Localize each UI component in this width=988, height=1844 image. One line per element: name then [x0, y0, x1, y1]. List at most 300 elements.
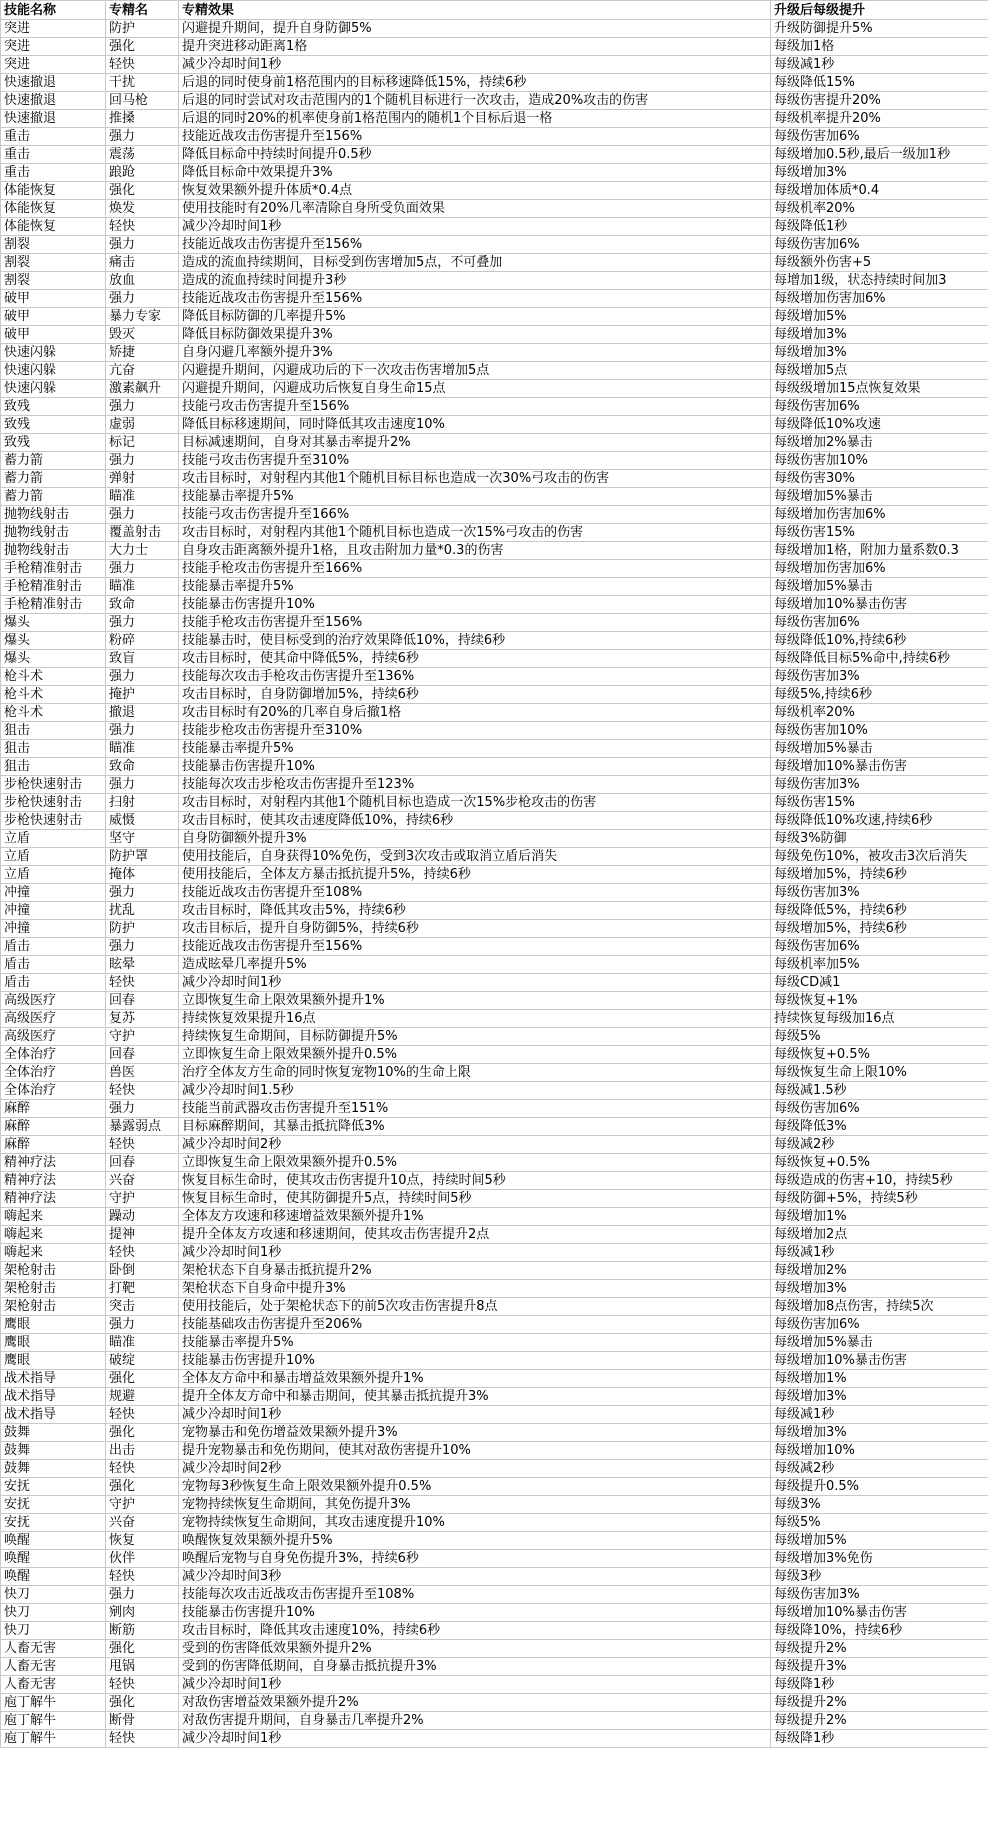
table-row — [1, 1568, 988, 1586]
table-row — [1, 308, 988, 326]
specialization-name-cell: 强力 — [106, 776, 179, 794]
table-row — [1, 470, 988, 488]
specialization-effect-cell: 唤醒后宠物与自身免伤提升3%，持续6秒 — [179, 1550, 771, 1568]
upgrade-per-level-cell: 每级提升2% — [771, 1712, 988, 1730]
table-row — [1, 200, 988, 218]
upgrade-per-level-cell: 每级增加2%暴击 — [771, 434, 988, 452]
specialization-effect-cell: 立即恢复生命上限效果额外提升0.5% — [179, 1046, 771, 1064]
table-row — [1, 1640, 988, 1658]
specialization-effect-cell: 目标麻醉期间，其暴击抵抗降低3% — [179, 1118, 771, 1136]
upgrade-per-level-cell: 每级恢复+0.5% — [771, 1154, 988, 1172]
table-row — [1, 632, 988, 650]
specialization-effect-cell: 对敌伤害提升期间，自身暴击几率提升2% — [179, 1712, 771, 1730]
specialization-effect-cell: 减少冷却时间1秒 — [179, 218, 771, 236]
upgrade-per-level-cell: 每级增加3% — [771, 1388, 988, 1406]
skill-name-cell: 狙击 — [1, 740, 106, 758]
specialization-name-cell: 回马枪 — [106, 92, 179, 110]
specialization-effect-cell: 技能暴击伤害提升10% — [179, 596, 771, 614]
upgrade-per-level-cell: 每级伤害15% — [771, 794, 988, 812]
specialization-effect-cell: 降低目标命中效果提升3% — [179, 164, 771, 182]
upgrade-per-level-cell: 每级伤害加6% — [771, 398, 988, 416]
upgrade-per-level-cell: 每级增加伤害加6% — [771, 290, 988, 308]
upgrade-per-level-cell: 每级5%,持续6秒 — [771, 686, 988, 704]
table-row — [1, 1532, 988, 1550]
table-row — [1, 1352, 988, 1370]
upgrade-per-level-cell: 每级降低10%攻速,持续6秒 — [771, 812, 988, 830]
specialization-name-cell: 断筋 — [106, 1622, 179, 1640]
table-row — [1, 218, 988, 236]
skill-name-cell: 高级医疗 — [1, 992, 106, 1010]
specialization-effect-cell: 技能弓攻击伤害提升至310% — [179, 452, 771, 470]
upgrade-per-level-cell: 每级减1.5秒 — [771, 1082, 988, 1100]
upgrade-per-level-cell: 每级伤害加3% — [771, 1586, 988, 1604]
upgrade-per-level-cell: 每级降1秒 — [771, 1730, 988, 1748]
table-row — [1, 326, 988, 344]
header-skill-name: 技能名称 — [1, 1, 106, 20]
table-row — [1, 794, 988, 812]
skill-name-cell: 人畜无害 — [1, 1676, 106, 1694]
skill-name-cell: 精神疗法 — [1, 1154, 106, 1172]
specialization-name-cell: 强化 — [106, 1694, 179, 1712]
table-row — [1, 182, 988, 200]
skill-name-cell: 安抚 — [1, 1514, 106, 1532]
table-row — [1, 38, 988, 56]
skill-name-cell: 步枪快速射击 — [1, 812, 106, 830]
table-row — [1, 1262, 988, 1280]
upgrade-per-level-cell: 每级加1格 — [771, 38, 988, 56]
specialization-name-cell: 伙伴 — [106, 1550, 179, 1568]
specialization-name-cell: 瞄准 — [106, 578, 179, 596]
table-row — [1, 74, 988, 92]
skill-name-cell: 全体治疗 — [1, 1064, 106, 1082]
upgrade-per-level-cell: 每级伤害加10% — [771, 452, 988, 470]
upgrade-per-level-cell: 每级伤害加6% — [771, 1100, 988, 1118]
upgrade-per-level-cell: 每级伤害加6% — [771, 614, 988, 632]
table-row — [1, 1676, 988, 1694]
skill-name-cell: 重击 — [1, 128, 106, 146]
specialization-name-cell: 掩体 — [106, 866, 179, 884]
upgrade-per-level-cell: 每级增加5%暴击 — [771, 488, 988, 506]
upgrade-per-level-cell: 每级增加10%暴击伤害 — [771, 1604, 988, 1622]
table-row — [1, 848, 988, 866]
table-row — [1, 1694, 988, 1712]
specialization-name-cell: 恢复 — [106, 1532, 179, 1550]
specialization-name-cell: 强化 — [106, 1424, 179, 1442]
specialization-effect-cell: 减少冷却时间1秒 — [179, 974, 771, 992]
specialization-effect-cell: 造成的流血持续期间，目标受到伤害增加5点，不可叠加 — [179, 254, 771, 272]
skill-name-cell: 立盾 — [1, 866, 106, 884]
table-row — [1, 1100, 988, 1118]
skill-name-cell: 唤醒 — [1, 1568, 106, 1586]
specialization-name-cell: 焕发 — [106, 200, 179, 218]
upgrade-per-level-cell: 每级伤害15% — [771, 524, 988, 542]
table-row — [1, 146, 988, 164]
upgrade-per-level-cell: 每级增加1格，附加力量系数0.3 — [771, 542, 988, 560]
skill-name-cell: 庖丁解牛 — [1, 1730, 106, 1748]
specialization-name-cell: 轻快 — [106, 1406, 179, 1424]
specialization-effect-cell: 攻击目标时，对射程内其他1个随机目标也造成一次15%弓攻击的伤害 — [179, 524, 771, 542]
specialization-name-cell: 轻快 — [106, 1676, 179, 1694]
specialization-name-cell: 剜肉 — [106, 1604, 179, 1622]
specialization-effect-cell: 减少冷却时间1秒 — [179, 56, 771, 74]
specialization-effect-cell: 减少冷却时间1秒 — [179, 1244, 771, 1262]
skill-name-cell: 快速撤退 — [1, 92, 106, 110]
header-per-level-upgrade: 升级后每级提升 — [771, 1, 988, 20]
specialization-name-cell: 防护 — [106, 920, 179, 938]
specialization-name-cell: 强力 — [106, 290, 179, 308]
specialization-effect-cell: 攻击目标时，降低其攻击5%，持续6秒 — [179, 902, 771, 920]
table-row — [1, 1316, 988, 1334]
specialization-name-cell: 亢奋 — [106, 362, 179, 380]
specialization-effect-cell: 技能暴击率提升5% — [179, 488, 771, 506]
specialization-effect-cell: 技能近战攻击伤害提升至156% — [179, 128, 771, 146]
upgrade-per-level-cell: 每级伤害30% — [771, 470, 988, 488]
skill-name-cell: 步枪快速射击 — [1, 794, 106, 812]
skill-name-cell: 安抚 — [1, 1478, 106, 1496]
skill-name-cell: 体能恢复 — [1, 182, 106, 200]
skill-name-cell: 冲撞 — [1, 920, 106, 938]
table-row — [1, 1172, 988, 1190]
skill-name-cell: 手枪精准射击 — [1, 578, 106, 596]
skill-name-cell: 爆头 — [1, 632, 106, 650]
skill-name-cell: 爆头 — [1, 650, 106, 668]
skill-name-cell: 架枪射击 — [1, 1262, 106, 1280]
specialization-effect-cell: 后退的同时尝试对攻击范围内的1个随机目标进行一次攻击，造成20%攻击的伤害 — [179, 92, 771, 110]
upgrade-per-level-cell: 每级增加5%暴击 — [771, 740, 988, 758]
specialization-effect-cell: 恢复效果额外提升体质*0.4点 — [179, 182, 771, 200]
specialization-effect-cell: 技能近战攻击伤害提升至156% — [179, 290, 771, 308]
skill-name-cell: 抛物线射击 — [1, 524, 106, 542]
table-row — [1, 272, 988, 290]
specialization-effect-cell: 闪避提升期间，闪避成功后的下一次攻击伤害增加5点 — [179, 362, 771, 380]
table-row — [1, 812, 988, 830]
skill-name-cell: 快速闪躲 — [1, 344, 106, 362]
table-row — [1, 1406, 988, 1424]
specialization-name-cell: 突击 — [106, 1298, 179, 1316]
header-specialization-name: 专精名 — [106, 1, 179, 20]
table-row — [1, 1604, 988, 1622]
specialization-effect-cell: 技能暴击率提升5% — [179, 740, 771, 758]
specialization-effect-cell: 全体友方命中和暴击增益效果额外提升1% — [179, 1370, 771, 1388]
specialization-effect-cell: 受到的伤害降低期间，自身暴击抵抗提升3% — [179, 1658, 771, 1676]
specialization-effect-cell: 自身闪避几率额外提升3% — [179, 344, 771, 362]
specialization-name-cell: 守护 — [106, 1496, 179, 1514]
specialization-effect-cell: 减少冷却时间1秒 — [179, 1406, 771, 1424]
specialization-effect-cell: 技能弓攻击伤害提升至156% — [179, 398, 771, 416]
specialization-effect-cell: 技能近战攻击伤害提升至156% — [179, 938, 771, 956]
table-row — [1, 1388, 988, 1406]
specialization-name-cell: 防护罩 — [106, 848, 179, 866]
upgrade-per-level-cell: 每级降低3% — [771, 1118, 988, 1136]
skill-name-cell: 高级医疗 — [1, 1010, 106, 1028]
skill-name-cell: 手枪精准射击 — [1, 560, 106, 578]
specialization-name-cell: 大力士 — [106, 542, 179, 560]
specialization-name-cell: 强力 — [106, 668, 179, 686]
table-row — [1, 128, 988, 146]
specialization-name-cell: 躁动 — [106, 1208, 179, 1226]
specialization-effect-cell: 技能当前武器攻击伤害提升至151% — [179, 1100, 771, 1118]
upgrade-per-level-cell: 每级增加3% — [771, 344, 988, 362]
skill-name-cell: 破甲 — [1, 290, 106, 308]
table-row — [1, 1496, 988, 1514]
table-row — [1, 1730, 988, 1748]
upgrade-per-level-cell: 每级恢复生命上限10% — [771, 1064, 988, 1082]
specialization-name-cell: 兴奋 — [106, 1514, 179, 1532]
upgrade-per-level-cell: 每级额外伤害+5 — [771, 254, 988, 272]
upgrade-per-level-cell: 每级增加2点 — [771, 1226, 988, 1244]
skill-name-cell: 快速闪躲 — [1, 362, 106, 380]
specialization-effect-cell: 后退的同时20%的机率使身前1格范围内的随机1个目标后退一格 — [179, 110, 771, 128]
specialization-effect-cell: 降低目标防御效果提升3% — [179, 326, 771, 344]
skill-name-cell: 鼓舞 — [1, 1442, 106, 1460]
skill-name-cell: 架枪射击 — [1, 1280, 106, 1298]
specialization-effect-cell: 技能暴击率提升5% — [179, 1334, 771, 1352]
table-row — [1, 344, 988, 362]
specialization-name-cell: 规避 — [106, 1388, 179, 1406]
skill-name-cell: 破甲 — [1, 308, 106, 326]
table-row — [1, 362, 988, 380]
skill-name-cell: 步枪快速射击 — [1, 776, 106, 794]
specialization-name-cell: 轻快 — [106, 1082, 179, 1100]
specialization-name-cell: 回春 — [106, 1046, 179, 1064]
specialization-name-cell: 标记 — [106, 434, 179, 452]
upgrade-per-level-cell: 每级提升0.5% — [771, 1478, 988, 1496]
skill-name-cell: 快速闪躲 — [1, 380, 106, 398]
specialization-effect-cell: 后退的同时使身前1格范围内的目标移速降低15%，持续6秒 — [179, 74, 771, 92]
specialization-name-cell: 坚守 — [106, 830, 179, 848]
specialization-name-cell: 强化 — [106, 1370, 179, 1388]
specialization-name-cell: 瞄准 — [106, 740, 179, 758]
specialization-name-cell: 轻快 — [106, 1244, 179, 1262]
table-row — [1, 1136, 988, 1154]
upgrade-per-level-cell: 每级伤害加6% — [771, 1316, 988, 1334]
table-row — [1, 1208, 988, 1226]
upgrade-per-level-cell: 持续恢复每级加16点 — [771, 1010, 988, 1028]
skill-name-cell: 致残 — [1, 398, 106, 416]
table-row — [1, 164, 988, 182]
skill-name-cell: 盾击 — [1, 938, 106, 956]
skill-name-cell: 唤醒 — [1, 1550, 106, 1568]
specialization-effect-cell: 技能步枪攻击伤害提升至310% — [179, 722, 771, 740]
specialization-effect-cell: 技能暴击伤害提升10% — [179, 758, 771, 776]
upgrade-per-level-cell: 每级降低目标5%命中,持续6秒 — [771, 650, 988, 668]
skill-name-cell: 鼓舞 — [1, 1424, 106, 1442]
table-row — [1, 1298, 988, 1316]
specialization-name-cell: 覆盖射击 — [106, 524, 179, 542]
skill-name-cell: 战术指导 — [1, 1370, 106, 1388]
table-row — [1, 542, 988, 560]
upgrade-per-level-cell: 每级增加10%暴击伤害 — [771, 1352, 988, 1370]
upgrade-per-level-cell: 每级伤害加3% — [771, 776, 988, 794]
specialization-effect-cell: 减少冷却时间3秒 — [179, 1568, 771, 1586]
skill-name-cell: 蓄力箭 — [1, 452, 106, 470]
table-row — [1, 776, 988, 794]
specialization-effect-cell: 提升全体友方攻速和移速期间，使其攻击伤害提升2点 — [179, 1226, 771, 1244]
upgrade-per-level-cell: 每级增加体质*0.4 — [771, 182, 988, 200]
skill-name-cell: 致残 — [1, 434, 106, 452]
specialization-effect-cell: 宠物持续恢复生命期间，其免伤提升3% — [179, 1496, 771, 1514]
upgrade-per-level-cell: 每级降低5%，持续6秒 — [771, 902, 988, 920]
specialization-name-cell: 瞄准 — [106, 1334, 179, 1352]
upgrade-per-level-cell: 每级增加5%，持续6秒 — [771, 866, 988, 884]
upgrade-per-level-cell: 每级降10%，持续6秒 — [771, 1622, 988, 1640]
upgrade-per-level-cell: 每级造成的伤害+10，持续5秒 — [771, 1172, 988, 1190]
specialization-name-cell: 守护 — [106, 1028, 179, 1046]
specialization-name-cell: 痛击 — [106, 254, 179, 272]
specialization-effect-cell: 受到的伤害降低效果额外提升2% — [179, 1640, 771, 1658]
table-row — [1, 1550, 988, 1568]
upgrade-per-level-cell: 每级增加10%暴击伤害 — [771, 758, 988, 776]
specialization-effect-cell: 架枪状态下自身命中提升3% — [179, 1280, 771, 1298]
skill-name-cell: 狙击 — [1, 758, 106, 776]
skill-name-cell: 高级医疗 — [1, 1028, 106, 1046]
specialization-name-cell: 踉跄 — [106, 164, 179, 182]
specialization-effect-cell: 技能近战攻击伤害提升至108% — [179, 884, 771, 902]
specialization-effect-cell: 技能暴击伤害提升10% — [179, 1352, 771, 1370]
upgrade-per-level-cell: 每级伤害加10% — [771, 722, 988, 740]
specialization-name-cell: 轻快 — [106, 218, 179, 236]
specialization-name-cell: 断骨 — [106, 1712, 179, 1730]
specialization-effect-cell: 减少冷却时间1秒 — [179, 1730, 771, 1748]
specialization-effect-cell: 使用技能后，自身获得10%免伤，受到3次攻击或取消立盾后消失 — [179, 848, 771, 866]
specialization-name-cell: 暴力专家 — [106, 308, 179, 326]
specialization-effect-cell: 治疗全体友方生命的同时恢复宠物10%的生命上限 — [179, 1064, 771, 1082]
upgrade-per-level-cell: 每级伤害加3% — [771, 668, 988, 686]
table-row — [1, 1586, 988, 1604]
specialization-effect-cell: 攻击目标时，自身防御增加5%，持续6秒 — [179, 686, 771, 704]
table-row — [1, 416, 988, 434]
skill-name-cell: 枪斗术 — [1, 668, 106, 686]
specialization-effect-cell: 技能基础攻击伤害提升至206% — [179, 1316, 771, 1334]
table-row — [1, 1226, 988, 1244]
table-row — [1, 974, 988, 992]
skill-name-cell: 精神疗法 — [1, 1172, 106, 1190]
upgrade-per-level-cell: 每级CD减1 — [771, 974, 988, 992]
table-row — [1, 380, 988, 398]
specialization-name-cell: 回春 — [106, 1154, 179, 1172]
upgrade-per-level-cell: 每级减2秒 — [771, 1136, 988, 1154]
table-row — [1, 1028, 988, 1046]
upgrade-per-level-cell: 每增加1级，状态持续时间加3 — [771, 272, 988, 290]
specialization-effect-cell: 攻击目标时，使其攻击速度降低10%，持续6秒 — [179, 812, 771, 830]
specialization-name-cell: 甩锅 — [106, 1658, 179, 1676]
specialization-name-cell: 强力 — [106, 452, 179, 470]
skill-name-cell: 枪斗术 — [1, 704, 106, 722]
specialization-effect-cell: 减少冷却时间2秒 — [179, 1460, 771, 1478]
specialization-effect-cell: 宠物持续恢复生命期间，其攻击速度提升10% — [179, 1514, 771, 1532]
specialization-name-cell: 提神 — [106, 1226, 179, 1244]
skill-name-cell: 战术指导 — [1, 1388, 106, 1406]
table-row — [1, 236, 988, 254]
upgrade-per-level-cell: 每级增加2% — [771, 1262, 988, 1280]
skill-name-cell: 唤醒 — [1, 1532, 106, 1550]
upgrade-per-level-cell: 每级伤害加6% — [771, 128, 988, 146]
specialization-effect-cell: 立即恢复生命上限效果额外提升1% — [179, 992, 771, 1010]
table-row — [1, 614, 988, 632]
table-row — [1, 1514, 988, 1532]
table-row — [1, 110, 988, 128]
specialization-name-cell: 强化 — [106, 182, 179, 200]
specialization-name-cell: 强化 — [106, 1478, 179, 1496]
table-row — [1, 398, 988, 416]
specialization-name-cell: 破绽 — [106, 1352, 179, 1370]
upgrade-per-level-cell: 每级3秒 — [771, 1568, 988, 1586]
specialization-name-cell: 轻快 — [106, 56, 179, 74]
upgrade-per-level-cell: 每级减1秒 — [771, 56, 988, 74]
upgrade-per-level-cell: 每级降低1秒 — [771, 218, 988, 236]
specialization-name-cell: 出击 — [106, 1442, 179, 1460]
skill-name-cell: 庖丁解牛 — [1, 1712, 106, 1730]
specialization-effect-cell: 技能暴击率提升5% — [179, 578, 771, 596]
specialization-name-cell: 推搡 — [106, 110, 179, 128]
specialization-name-cell: 致命 — [106, 758, 179, 776]
table-row — [1, 740, 988, 758]
upgrade-per-level-cell: 每级增加3% — [771, 164, 988, 182]
specialization-name-cell: 强力 — [106, 614, 179, 632]
table-row — [1, 686, 988, 704]
skill-name-cell: 快刀 — [1, 1604, 106, 1622]
table-row — [1, 452, 988, 470]
skill-name-cell: 爆头 — [1, 614, 106, 632]
upgrade-per-level-cell: 每级免伤10%，被攻击3次后消失 — [771, 848, 988, 866]
specialization-name-cell: 强化 — [106, 38, 179, 56]
skill-name-cell: 突进 — [1, 56, 106, 74]
table-row — [1, 1190, 988, 1208]
table-row — [1, 524, 988, 542]
skill-name-cell: 枪斗术 — [1, 686, 106, 704]
specialization-name-cell: 强力 — [106, 560, 179, 578]
specialization-name-cell: 弹射 — [106, 470, 179, 488]
specialization-name-cell: 兴奋 — [106, 1172, 179, 1190]
table-row — [1, 1244, 988, 1262]
upgrade-per-level-cell: 每级增加5点 — [771, 362, 988, 380]
table-row — [1, 704, 988, 722]
table-row — [1, 20, 988, 38]
table-row — [1, 722, 988, 740]
specialization-effect-cell: 提升全体友方命中和暴击期间，使其暴击抵抗提升3% — [179, 1388, 771, 1406]
specialization-name-cell: 防护 — [106, 20, 179, 38]
specialization-effect-cell: 自身攻击距离额外提升1格，且攻击附加力量*0.3的伤害 — [179, 542, 771, 560]
upgrade-per-level-cell: 每级增加5%暴击 — [771, 1334, 988, 1352]
upgrade-per-level-cell: 每级增加10%暴击伤害 — [771, 596, 988, 614]
upgrade-per-level-cell: 升级防御提升5% — [771, 20, 988, 38]
skill-name-cell: 冲撞 — [1, 902, 106, 920]
skill-name-cell: 盾击 — [1, 956, 106, 974]
table-row — [1, 1712, 988, 1730]
table-row — [1, 434, 988, 452]
specialization-effect-cell: 宠物每3秒恢复生命上限效果额外提升0.5% — [179, 1478, 771, 1496]
specialization-effect-cell: 使用技能后，全体友方暴击抵抗提升5%，持续6秒 — [179, 866, 771, 884]
specialization-effect-cell: 恢复目标生命时，使其防御提升5点，持续时间5秒 — [179, 1190, 771, 1208]
specialization-effect-cell: 使用技能时有20%几率清除自身所受负面效果 — [179, 200, 771, 218]
specialization-name-cell: 强力 — [106, 236, 179, 254]
upgrade-per-level-cell: 每级增加伤害加6% — [771, 506, 988, 524]
table-row — [1, 920, 988, 938]
upgrade-per-level-cell: 每级3%防御 — [771, 830, 988, 848]
table-row — [1, 1064, 988, 1082]
upgrade-per-level-cell: 每级增加0.5秒,最后一级加1秒 — [771, 146, 988, 164]
specialization-effect-cell: 攻击目标后，提升自身防御5%，持续6秒 — [179, 920, 771, 938]
upgrade-per-level-cell: 每级增加3% — [771, 1280, 988, 1298]
upgrade-per-level-cell: 每级伤害加6% — [771, 236, 988, 254]
specialization-name-cell: 放血 — [106, 272, 179, 290]
skill-name-cell: 快刀 — [1, 1586, 106, 1604]
skill-name-cell: 庖丁解牛 — [1, 1694, 106, 1712]
table-row — [1, 1424, 988, 1442]
upgrade-per-level-cell: 每级机率提升20% — [771, 110, 988, 128]
skill-name-cell: 嗨起来 — [1, 1244, 106, 1262]
upgrade-per-level-cell: 每级5% — [771, 1514, 988, 1532]
